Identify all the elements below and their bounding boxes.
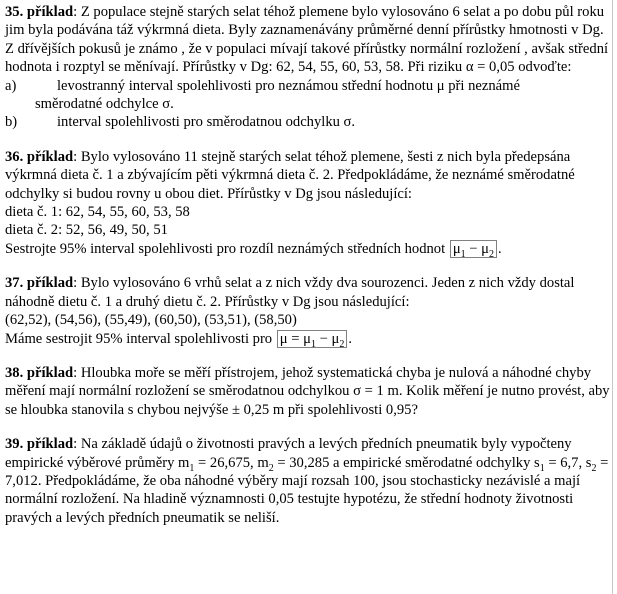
problem-35-option-a bbox=[5, 77, 612, 114]
problem-36-body: : Bylo vylosováno 11 stejně starých selat téhož plemene, šesti z nich byla předepsána výkrmná dieta č. 1 a zbývajícím pěti výkrmná dieta č. 2. Předpokládáme, že neznámé směrodatné odchylky si budou rovny u obou diet. Přírůstky v Dg jsou následující: bbox=[5, 148, 575, 202]
period: . bbox=[498, 240, 502, 257]
problem-38-text bbox=[5, 364, 612, 419]
problem-36-task-text: Sestrojte 95% interval spolehlivosti pro rozdíl neznámých středních hodnot bbox=[5, 240, 449, 257]
problem-36-diet-2: dieta č. 2: 52, 56, 49, 50, 51 bbox=[5, 222, 168, 239]
mu-sub-2: 2 bbox=[489, 248, 494, 260]
mu-symbol: μ bbox=[303, 330, 311, 347]
mu-equals-difference-formula bbox=[277, 330, 348, 348]
s2-value: = 7,012. Předpokládáme, že oba náhodné výběry mají rozsah 100, jsou stochasticky nezávislé a mají normální rozložení. Na hladině významnosti 0,05 testujte hypotézu, že střední hodnoty životnosti pravých a levých předních pneumatik se neliší. bbox=[5, 454, 609, 526]
mu-symbol: μ bbox=[452, 240, 461, 257]
minus-sign: − bbox=[315, 330, 332, 347]
problem-37-task-text: Máme sestrojit 95% interval spolehlivosti pro bbox=[5, 330, 276, 347]
problem-36-text bbox=[5, 148, 612, 203]
problem-37-text bbox=[5, 274, 612, 311]
period: . bbox=[348, 330, 352, 347]
problem-35-option-b bbox=[5, 113, 612, 131]
m2-value: = 30,285 a empirické směrodatné odchylky s bbox=[273, 454, 540, 471]
problem-37-number: 37. příklad bbox=[5, 275, 74, 292]
s1-value: = 6,7, s bbox=[544, 454, 592, 471]
option-b-label: b) bbox=[5, 114, 18, 131]
s2-subscript: 2 bbox=[591, 462, 597, 474]
formula-lhs: μ = bbox=[279, 330, 304, 347]
problem-39-body-1: : Na základě údajů o životnosti pravých a levých předních pneumatik byly vypočteny empirické výběrové průměry m bbox=[5, 436, 572, 471]
problem-35-number: 35. příklad bbox=[5, 4, 74, 20]
problem-37-task bbox=[5, 330, 612, 348]
mu-difference-formula bbox=[450, 240, 497, 258]
problem-38-number: 38. příklad bbox=[5, 364, 74, 381]
option-a-continuation: směrodatné odchylce σ. bbox=[35, 96, 174, 113]
mu-symbol-2: μ bbox=[331, 330, 340, 347]
m1-value: = 26,675, m bbox=[194, 454, 269, 471]
option-a-text: levostranný interval spolehlivosti pro neznámou střední hodnotu μ při neznámé bbox=[57, 77, 520, 94]
problem-38 bbox=[5, 364, 612, 419]
problem-39-number: 39. příklad bbox=[5, 436, 74, 453]
problem-36 bbox=[5, 148, 612, 258]
problem-37-body: : Bylo vylosováno 6 vrhů selat a z nich vždy dva sourozenci. Jeden z nich vždy dostal náhodně dietu č. 1 a druhý dietu č. 2. Přírůstky v Dg jsou následující: bbox=[5, 275, 575, 310]
problem-36-number: 36. příklad bbox=[5, 148, 74, 165]
problem-35 bbox=[5, 3, 612, 132]
mu-sub-2: 2 bbox=[339, 338, 345, 350]
mu-sub-1: 1 bbox=[310, 338, 316, 350]
problem-39-text bbox=[5, 435, 612, 527]
s1-subscript: 1 bbox=[539, 462, 545, 474]
minus-sign: − bbox=[465, 240, 482, 257]
problem-35-body: : Z populace stejně starých selat téhož plemene bylo vylosováno 6 selat a po dobu půl roku jim byla podávána táž výkrmná dieta. Byly zaznamenávány průměrné denní přírůstky hmotnosti v Dg. Z dřívějších pokusů je známo , že v populaci mívají takové přírůstky normální rozložení , avšak střední hodnota i rozptyl se měnívají. Přírůstky v Dg: 62, 54, 55, 60, 53, 58. Při riziku α = 0,05 odvoďte: bbox=[5, 4, 609, 76]
m1-subscript: 1 bbox=[189, 462, 195, 474]
mu-symbol-2: μ bbox=[481, 240, 489, 257]
problem-37-pairs: (62,52), (54,56), (55,49), (60,50), (53,51), (58,50) bbox=[5, 312, 297, 329]
problem-38-body: : Hloubka moře se měří přístrojem, jehož systematická chyba je nulová a náhodné chyby měření mají normální rozložení se směrodatnou odchylkou σ = 1 m. Kolik měření je nutno provést, aby se hloubka stanovila s chybou nejvýše ± 0,25 m při spolehlivosti 0,95? bbox=[5, 364, 610, 418]
problem-39 bbox=[5, 435, 612, 527]
option-a-label: a) bbox=[5, 77, 17, 94]
problem-35-text bbox=[5, 3, 612, 77]
mu-sub-1: 1 bbox=[460, 248, 466, 260]
m2-subscript: 2 bbox=[268, 462, 274, 474]
option-b-text: interval spolehlivosti pro směrodatnou odchylku σ. bbox=[57, 114, 356, 131]
problem-36-task bbox=[5, 240, 612, 258]
problem-37 bbox=[5, 274, 612, 348]
problem-36-diet-1: dieta č. 1: 62, 54, 55, 60, 53, 58 bbox=[5, 204, 190, 221]
